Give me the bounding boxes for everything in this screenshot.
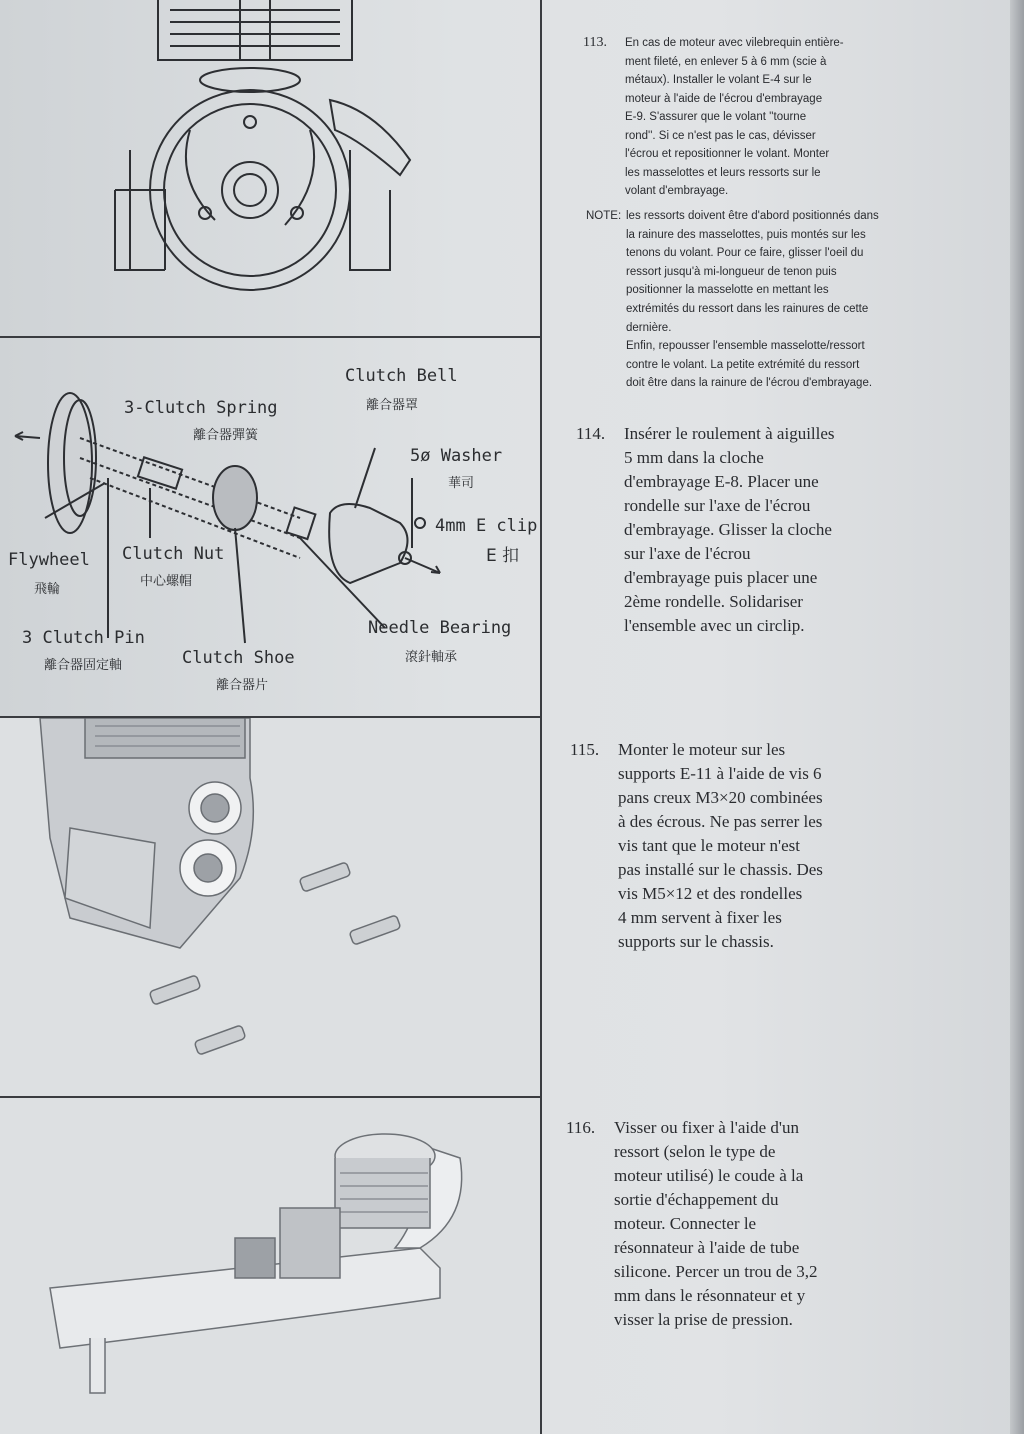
exhaust-image (0, 1098, 540, 1434)
clutch-shoe-label: Clutch Shoe (182, 648, 295, 668)
step-115 (570, 738, 910, 954)
clutch-shoe-cn-label: 離合器片 (216, 678, 269, 693)
flywheel-label: Flywheel (8, 550, 90, 570)
washer-cn-label: 華司 (448, 476, 475, 491)
step-115-text: Monter le moteur sur les supports E-11 à l'aide de vis 6 pans creux M3×20 combinées à des écrous. Ne pas serrer les vis tant que le moteur n'est pas installé sur le chassis. Des vis M5×12 et des rondelles 4 mm servent à fixer les supports sur le chassis. (618, 740, 823, 951)
step-114-text: Insérer le roulement à aiguilles 5 mm dans la cloche d'embrayage E-8. Placer une rondelle sur l'axe de l'écrou d'embrayage. Glisser la cloche sur l'axe de l'écrou d'embrayage puis placer une 2ème rondelle. Solidariser l'ensemble avec un circlip. (624, 424, 835, 635)
flywheel-drawing-panel (0, 0, 540, 336)
clutch-nut-cn-label: 中心螺帽 (140, 574, 193, 589)
clutch-diagram-panel (0, 338, 540, 716)
clutch-pin-cn-label: 離合器固定軸 (44, 658, 123, 673)
clutch-nut-label: Clutch Nut (122, 544, 225, 564)
eclip-label: 4mm E clip (435, 516, 538, 536)
step-114-number: 114. (576, 424, 606, 443)
note-block (586, 207, 906, 393)
step-115-number: 115. (570, 740, 600, 759)
needle-bearing-cn-label: 滾針軸承 (405, 650, 458, 665)
eclip-cn-label: E 扣 (486, 546, 520, 566)
clutch-spring-cn-label: 離合器彈簧 (193, 428, 259, 443)
washer-label: 5ø Washer (410, 446, 503, 466)
engine-mount-photo (0, 718, 540, 1096)
step-114 (576, 422, 916, 638)
exhaust-photo (0, 1098, 540, 1434)
needle-bearing-label: Needle Bearing (368, 618, 512, 638)
clutch-bell-label: Clutch Bell (345, 366, 458, 386)
note-text: les ressorts doivent être d'abord positionnés dans la rainure des masselottes, puis montés sur les tenons du volant. Pour ce faire, glisser l'oeil du ressort jusqu'à mi-longueur de tenon puis positionner la masselotte en mettant les extrémités du ressort dans les rainures de cette dernière. Enfin, repousser l'ensemble masselotte/ressort contre le volant. La petite extrémité du ressort doit être dans la rainure de l'écrou d'embrayage. (626, 210, 879, 390)
clutch-pin-label: 3 Clutch Pin (22, 628, 145, 648)
flywheel-drawing (0, 0, 540, 336)
note-label: NOTE: (586, 210, 622, 222)
step-113-text: En cas de moteur avec vilebrequin entière- ment fileté, en enlever 5 à 6 mm (scie à métaux). Installer le volant E-4 sur le moteur à l'aide de l'écrou d'embrayage E-9. S'assurer que le volant ''tourne rond''. Si ce n'est pas le cas, dévisser l'écrou et repositionner le volant. Monter les masselottes et leurs ressorts sur le volant d'embrayage. (625, 37, 844, 197)
step-113-number: 113. (583, 35, 607, 50)
page-edge (1010, 0, 1024, 1434)
step-113 (583, 34, 913, 201)
engine-mount-image (0, 718, 540, 1096)
flywheel-cn-label: 飛輪 (34, 582, 61, 597)
step-116-number: 116. (566, 1118, 596, 1137)
clutch-spring-label: 3-Clutch Spring (124, 398, 278, 418)
step-116-text: Visser ou fixer à l'aide d'un ressort (selon le type de moteur utilisé) le coude à la sortie d'échappement du moteur. Connecter le résonnateur à l'aide de tube silicone. Percer un trou de 3,2 mm dans le résonnateur et y visser la prise de pression. (614, 1118, 818, 1329)
clutch-bell-cn-label: 離合器罩 (366, 398, 419, 413)
step-116 (566, 1116, 906, 1332)
